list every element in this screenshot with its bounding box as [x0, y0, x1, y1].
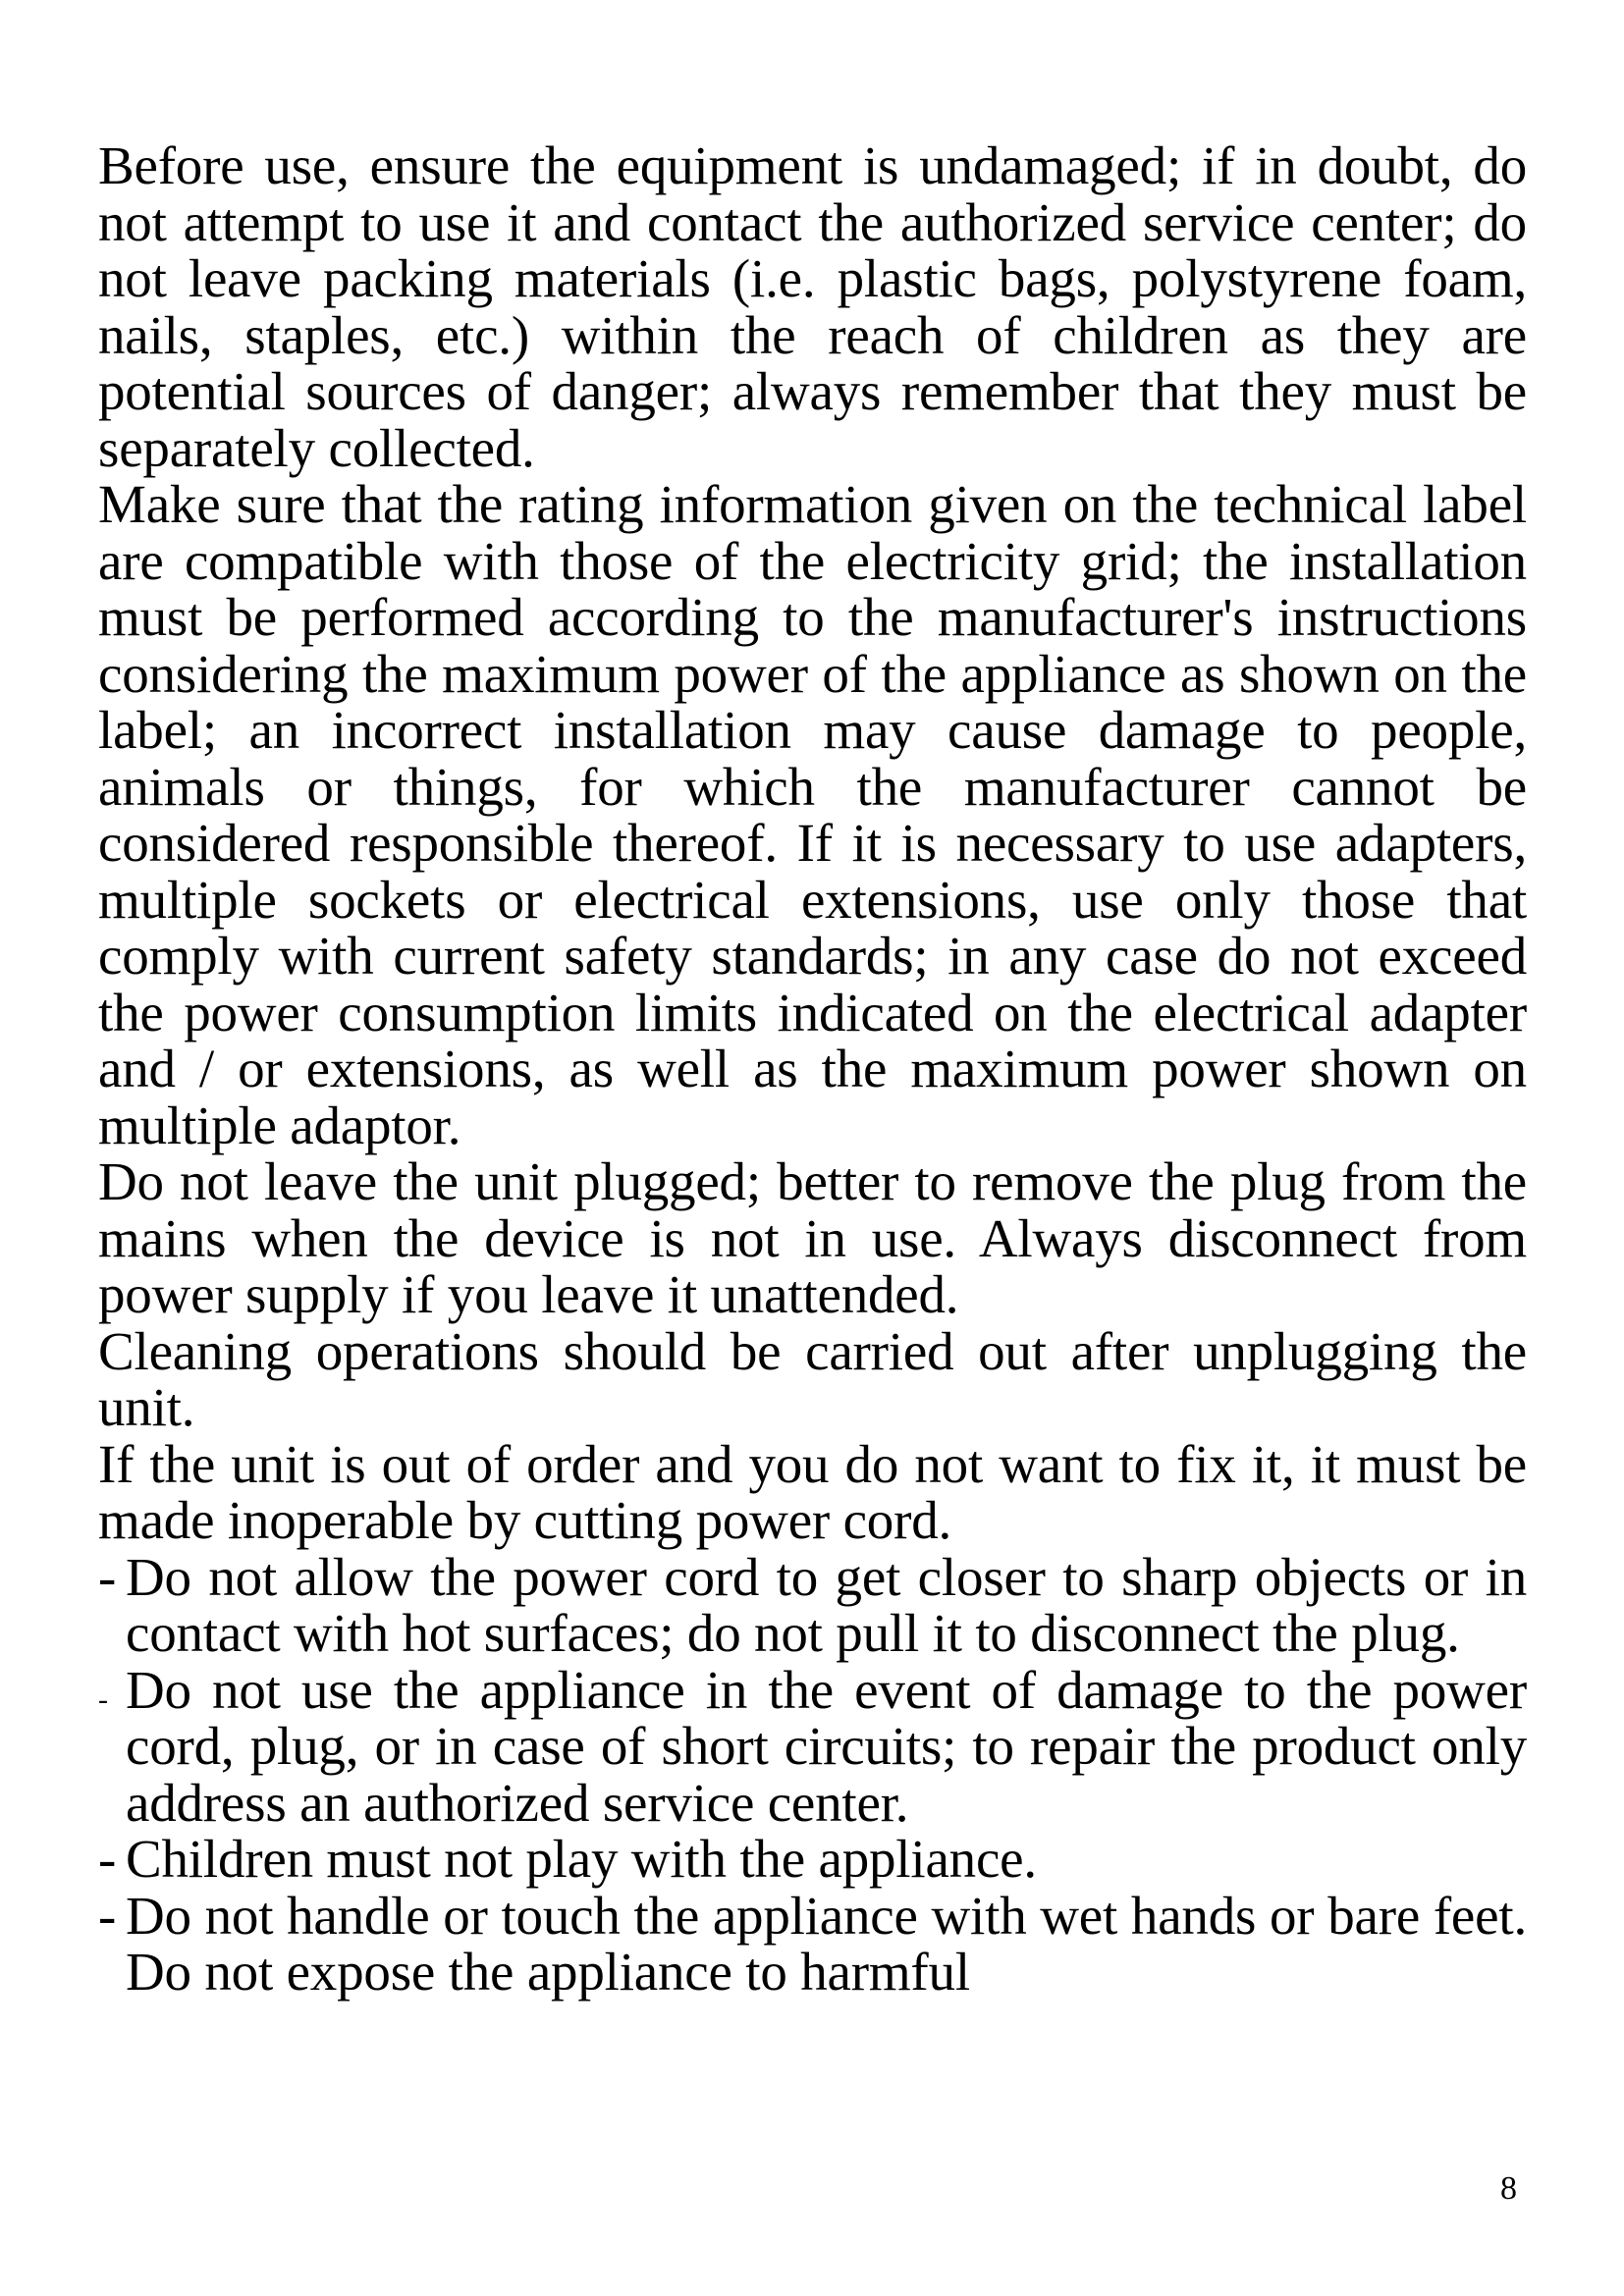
paragraph-cleaning: Cleaning operations should be carried out after unplugging the unit. — [98, 1320, 1527, 1437]
bullet-text: Do not handle or touch the appliance with wet hands or bare feet. Do not expose the appliance to harmful — [126, 1885, 1527, 2002]
bullet-dash: - — [98, 1829, 117, 1889]
bullet-item-wet-hands — [98, 1885, 1527, 2002]
paragraph-installation: Make sure that the rating information given on the technical label are compatible with those of the electricity grid; the installation must be performed according to the manufacturer's instructions considering the maximum power of the appliance as shown on the label; an incorrect installation may cause damage to people, animals or things, for which the manufacturer cannot be considered responsible thereof. If it is necessary to use adapters, multiple sockets or electrical extensions, use only those that comply with current safety standards; in any case do not exceed the power consumption limits indicated on the electrical adapter and / or extensions, as well as the maximum power shown on multiple adaptor. — [98, 474, 1527, 1155]
bullet-text: Do not allow the power cord to get closer to sharp objects or in contact with hot surfaces; do not pull it to disconnect the plug. — [126, 1546, 1527, 1663]
bullet-item-power-cord — [98, 1546, 1527, 1663]
bullet-text: Do not use the appliance in the event of damage to the power cord, plug, or in case of short circuits; to repair the product only address an authorized service center. — [126, 1659, 1527, 1833]
paragraph-out-of-order: If the unit is out of order and you do not want to fix it, it must be made inoperable by cutting power cord. — [98, 1433, 1527, 1550]
page-number: 8 — [1500, 2170, 1517, 2207]
bullet-dash: - — [98, 1546, 117, 1607]
bullet-item-children — [98, 1831, 1527, 1888]
bullet-dash: - — [98, 1885, 117, 1946]
bullet-item-damage — [98, 1659, 1527, 1833]
bullet-text: Children must not play with the appliance. — [126, 1829, 1037, 1889]
bullet-dash: - — [98, 1682, 108, 1716]
paragraph-inspection: Before use, ensure the equipment is undamaged; if in doubt, do not attempt to use it and contact the authorized service center; do not leave packing materials (i.e. plastic bags, polystyrene foam, nails, staples, etc.) within the reach of children as they are potential sources of danger; always remember that they must be separately collected. — [98, 135, 1527, 478]
page-body — [98, 137, 1527, 2001]
paragraph-unplug: Do not leave the unit plugged; better to remove the plug from the mains when the device is not in use. Always disconnect from power supply if you leave it unattended. — [98, 1151, 1527, 1324]
